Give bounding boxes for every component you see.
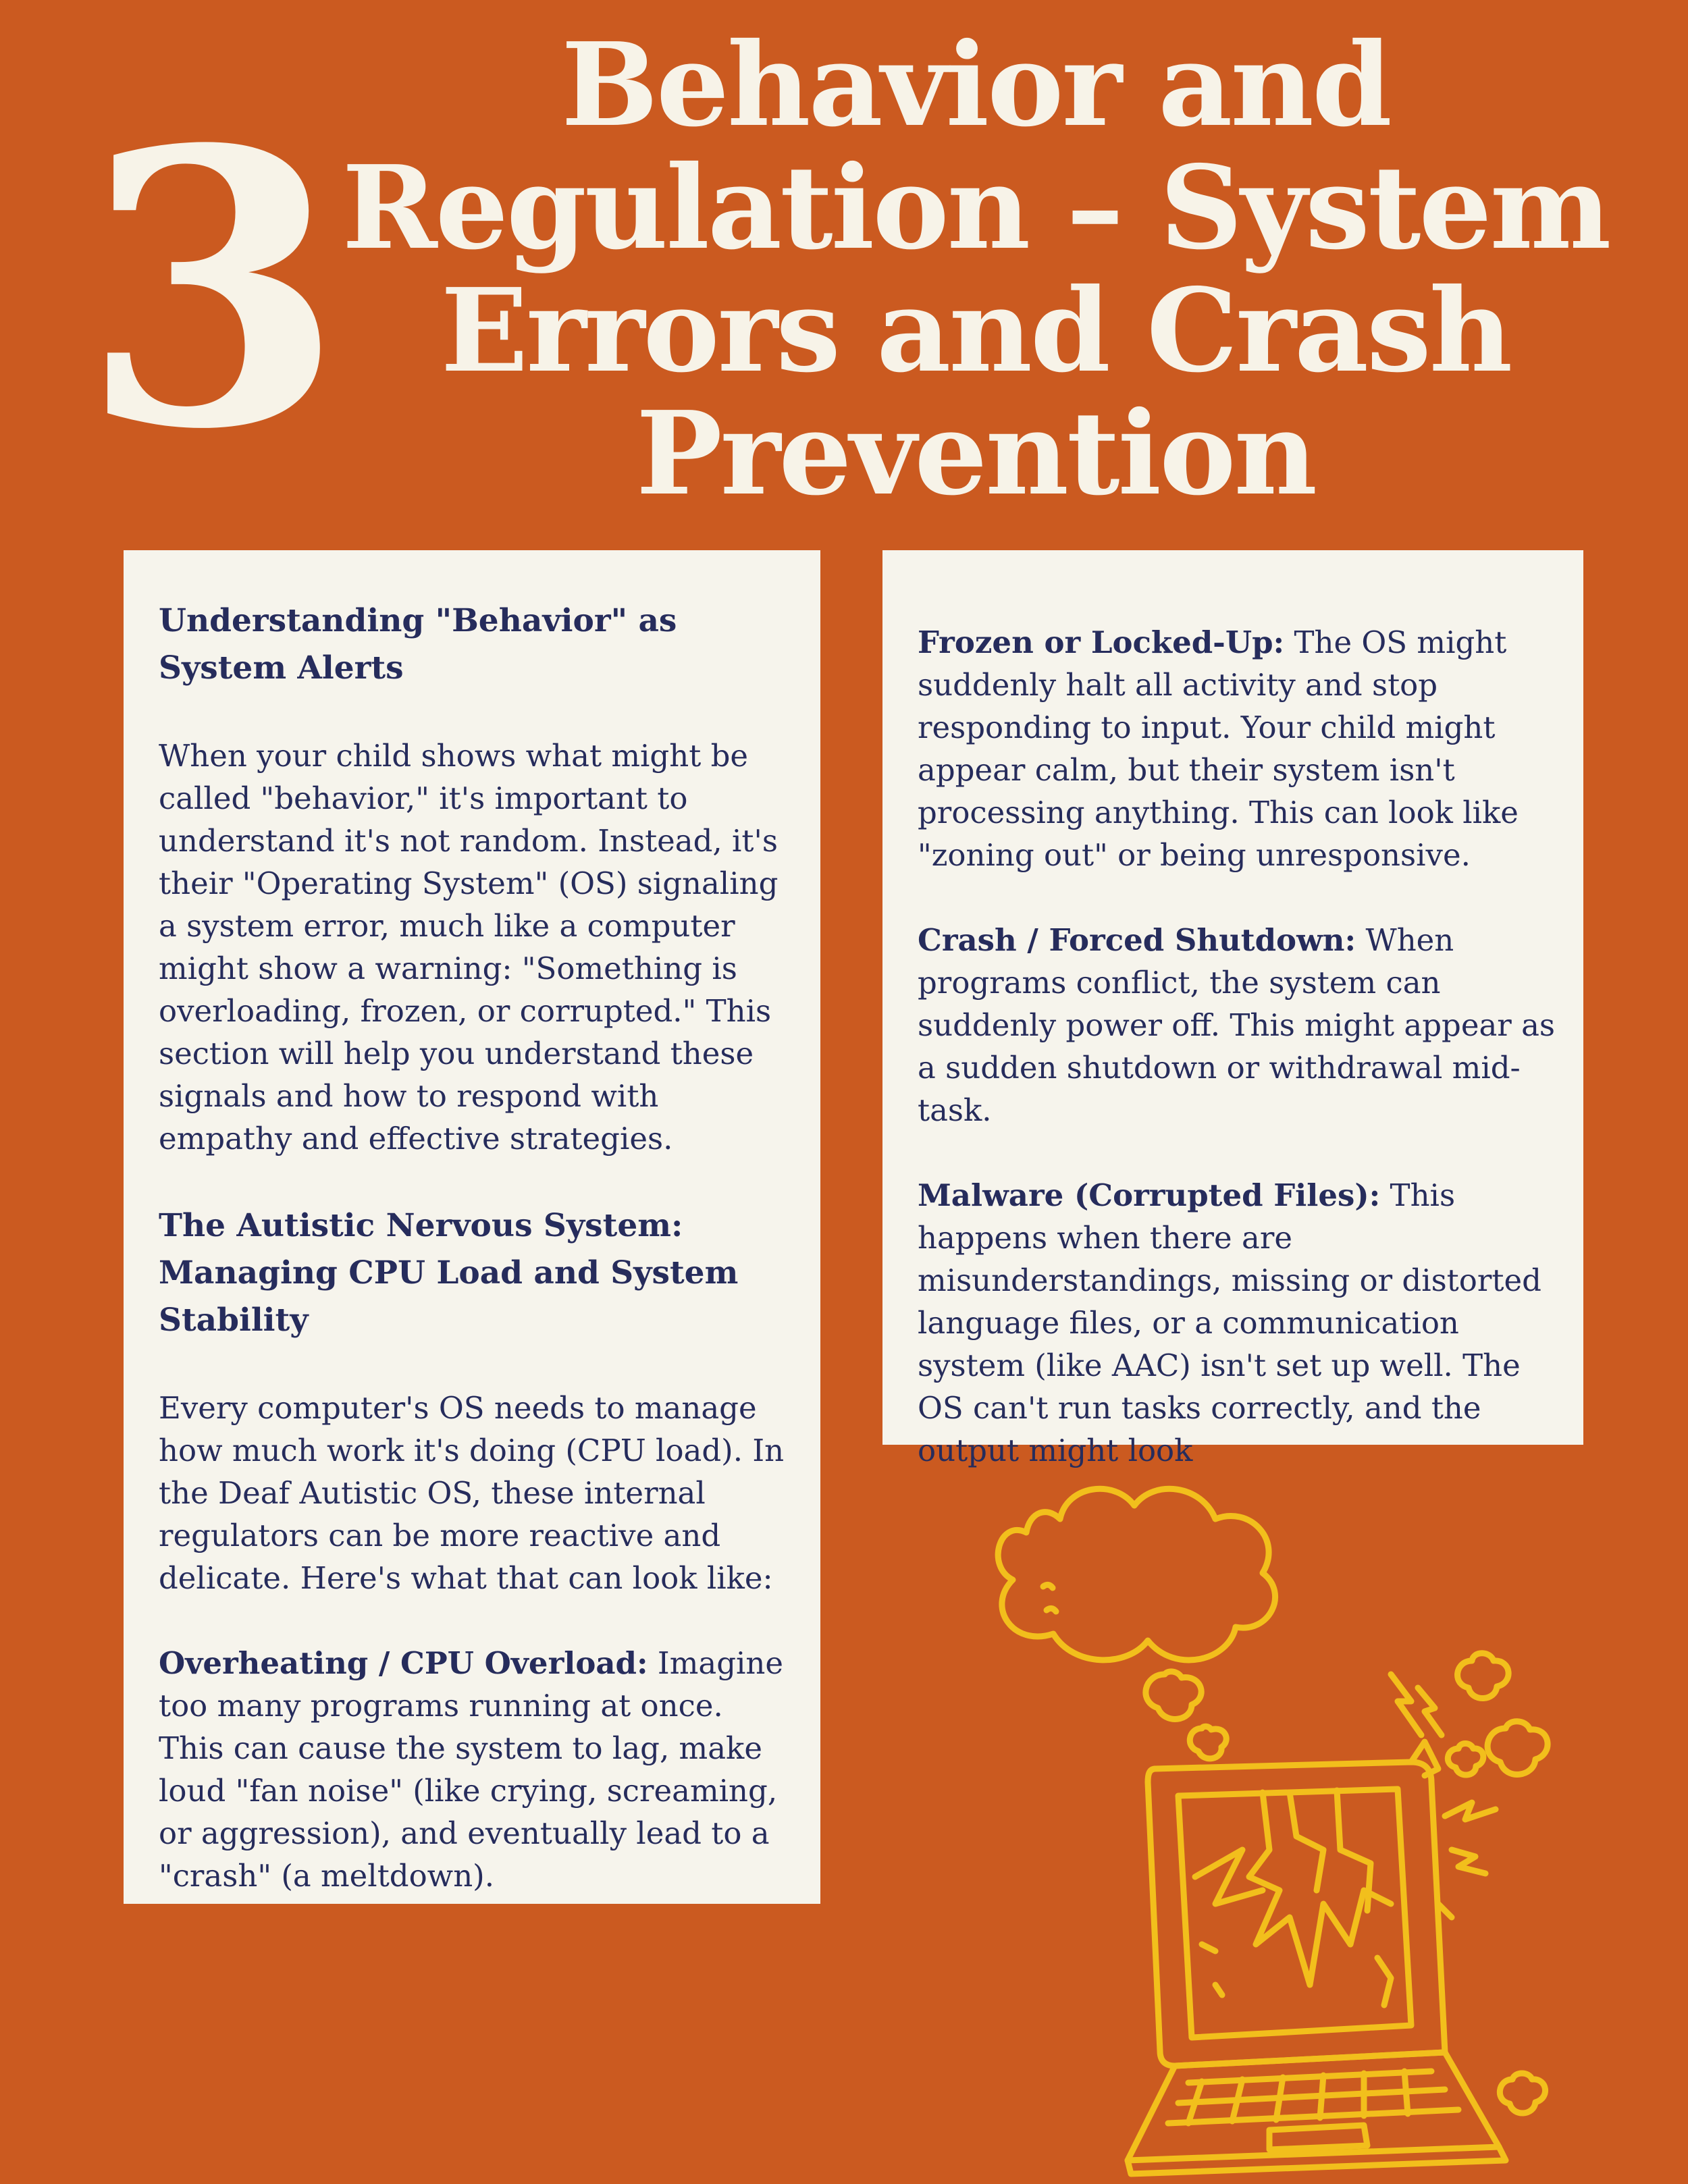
title-line-4: Prevention — [635, 386, 1316, 521]
spacer — [159, 692, 793, 735]
overload-paragraph — [159, 1642, 793, 1897]
title-line-1: Behavior and — [561, 18, 1390, 153]
broken-laptop-with-thought-cloud-icon — [972, 1472, 1580, 2174]
laptop-keyboard-base — [1128, 2052, 1499, 2160]
crash-label: Crash / Forced Shutdown: — [918, 922, 1356, 958]
frozen-paragraph — [918, 621, 1556, 876]
thought-cloud-icon — [998, 1489, 1275, 1660]
crash-text: When programs conflict, the system can suddenly power off. This might appear as a sudden shutdown or withdrawal mid-task. — [918, 922, 1556, 1128]
intro-paragraph: When your child shows what might be called "behavior," it's important to understand it's not random. Instead, it's their "Operating System" (OS) signaling a system error, much like a computer might show a warning: "Something is overloading, frozen, or corrupted." This section will help you understand these signals and how to respond with empathy and effective strategies. — [159, 738, 779, 1156]
left-text-panel — [124, 550, 820, 1904]
section-heading-nervous-system: The Autistic Nervous System: Managing CPU Load and System Stability — [159, 1207, 739, 1339]
spacer — [159, 1344, 793, 1387]
title-line-2: Regulation – System — [342, 140, 1610, 275]
right-text-panel — [882, 550, 1583, 1468]
page-title — [317, 18, 1634, 521]
overload-label: Overheating / CPU Overload: — [159, 1645, 648, 1681]
overload-text: Imagine too many programs running at once. This can cause the system to lag, make loud "fan noise" (like crying, screaming, or aggression), and eventually lead to a "crash" (a meltdown). — [159, 1645, 784, 1894]
chapter-number: 3 — [81, 68, 344, 512]
malware-text: This happens when there are misunderstandings, missing or distorted language files, or a communication system (like AAC) isn't set up well. The OS can't run tasks correctly, and the output might look — [918, 1177, 1541, 1468]
malware-paragraph — [918, 1174, 1556, 1472]
cpu-load-paragraph: Every computer's OS needs to manage how much work it's doing (CPU load). In the Deaf Autistic OS, these internal regulators can be more reactive and delicate. Here's what that can look like: — [159, 1390, 785, 1596]
crash-paragraph — [918, 919, 1556, 1131]
section-heading-behavior: Understanding "Behavior" as System Alerts — [159, 602, 677, 687]
malware-label: Malware (Corrupted Files): — [918, 1177, 1381, 1213]
frozen-text: The OS might suddenly halt all activity and stop responding to input. Your child might appear calm, but their system isn't processing anything. This can look like "zoning out" or being unresponsive. — [918, 624, 1519, 873]
title-line-3: Errors and Crash — [440, 263, 1511, 398]
frozen-label: Frozen or Locked-Up: — [918, 624, 1285, 660]
